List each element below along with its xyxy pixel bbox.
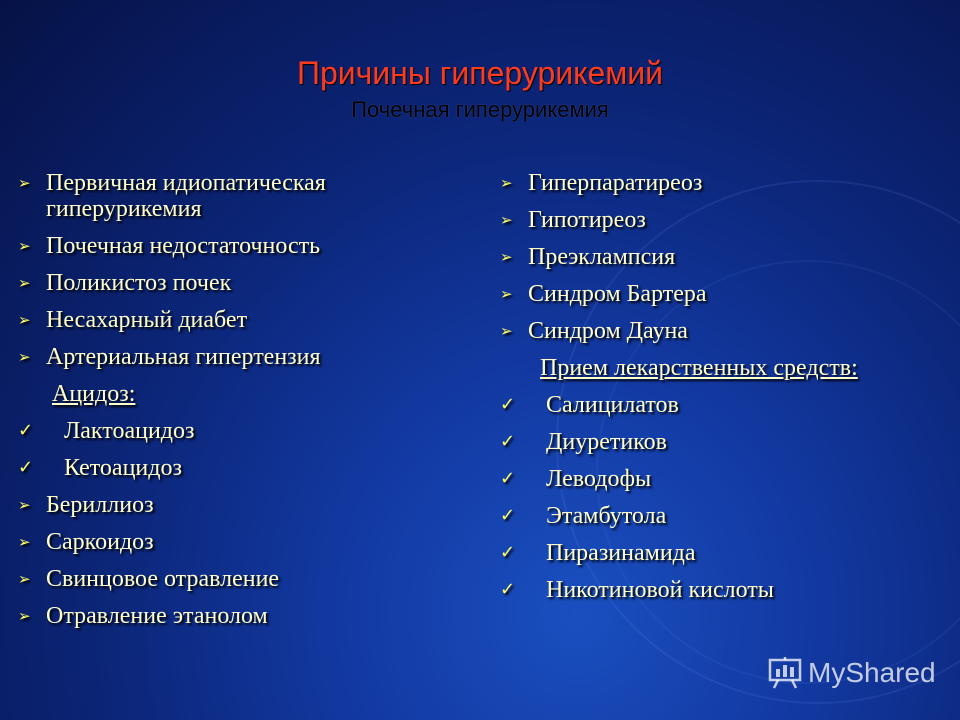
checkmark-icon: ✓ bbox=[500, 542, 516, 563]
list-item bbox=[500, 207, 950, 233]
list-item-text: Свинцовое отравление bbox=[46, 566, 280, 592]
arrow-bullet-icon: ➢ bbox=[18, 174, 31, 192]
list-item bbox=[18, 418, 458, 444]
list-item bbox=[18, 492, 458, 518]
list-item bbox=[500, 244, 950, 270]
list-item bbox=[18, 170, 458, 222]
arrow-bullet-icon: ➢ bbox=[18, 570, 31, 588]
list-item-text: Пиразинамида bbox=[546, 540, 696, 566]
list-item bbox=[18, 455, 458, 481]
list-item-text: Артериальная гипертензия bbox=[46, 344, 321, 370]
list-item-text: Преэклампсия bbox=[528, 244, 676, 270]
list-heading: Прием лекарственных средств: bbox=[540, 355, 858, 381]
arrow-bullet-icon: ➢ bbox=[18, 348, 31, 366]
list-item-text: Этамбутола bbox=[546, 503, 667, 529]
arrow-bullet-icon: ➢ bbox=[500, 211, 513, 229]
list-item-text: Лактоацидоз bbox=[64, 418, 195, 444]
list-item-text: Кетоацидоз bbox=[64, 455, 182, 481]
left-column bbox=[18, 170, 458, 640]
list-item-text: Бериллиоз bbox=[46, 492, 154, 518]
list-item bbox=[18, 270, 458, 296]
arrow-bullet-icon: ➢ bbox=[18, 496, 31, 514]
list-item bbox=[18, 603, 458, 629]
arrow-bullet-icon: ➢ bbox=[18, 237, 31, 255]
checkmark-icon: ✓ bbox=[500, 505, 516, 526]
list-item-text: Синдром Дауна bbox=[528, 318, 688, 344]
logo-text: MyShared bbox=[808, 657, 936, 688]
checkmark-icon: ✓ bbox=[500, 468, 516, 489]
list-item bbox=[18, 307, 458, 333]
list-item-text: Диуретиков bbox=[546, 429, 667, 455]
list-item-text: Леводофы bbox=[546, 466, 652, 492]
arrow-bullet-icon: ➢ bbox=[18, 533, 31, 551]
presentation-board-icon bbox=[768, 657, 802, 689]
arrow-bullet-icon: ➢ bbox=[500, 248, 513, 266]
checkmark-icon: ✓ bbox=[500, 394, 516, 415]
list-item bbox=[500, 170, 950, 196]
arrow-bullet-icon: ➢ bbox=[18, 607, 31, 625]
list-item bbox=[18, 344, 458, 370]
list-item bbox=[500, 318, 950, 344]
list-item-text: Никотиновой кислоты bbox=[546, 577, 774, 603]
list-item-text: Гипотиреоз bbox=[528, 207, 646, 233]
checkmark-icon: ✓ bbox=[500, 431, 516, 452]
list-item-text: Несахарный диабет bbox=[46, 307, 248, 333]
list-item-text: Синдром Бартера bbox=[528, 281, 707, 307]
arrow-bullet-icon: ➢ bbox=[500, 322, 513, 340]
list-item bbox=[500, 429, 950, 455]
list-item-text: Поликистоз почек bbox=[46, 270, 232, 296]
list-item bbox=[500, 577, 950, 603]
list-item bbox=[500, 392, 950, 418]
arrow-bullet-icon: ➢ bbox=[500, 174, 513, 192]
list-item bbox=[500, 281, 950, 307]
right-column bbox=[500, 170, 950, 614]
list-item bbox=[18, 529, 458, 555]
list-heading: Ацидоз: bbox=[52, 381, 136, 407]
list-item bbox=[500, 540, 950, 566]
list-item-text: Салицилатов bbox=[546, 392, 679, 418]
slide-subtitle: Почечная гиперурикемия bbox=[351, 97, 609, 122]
arrow-bullet-icon: ➢ bbox=[500, 285, 513, 303]
list-item-text: Почечная недостаточность bbox=[46, 233, 321, 259]
watermark-logo bbox=[768, 656, 936, 690]
arrow-bullet-icon: ➢ bbox=[18, 274, 31, 292]
list-item bbox=[18, 233, 458, 259]
list-item-text: Первичная идиопатическая гиперурикемия bbox=[46, 170, 326, 222]
list-item bbox=[500, 466, 950, 492]
checkmark-icon: ✓ bbox=[18, 420, 34, 441]
checkmark-icon: ✓ bbox=[500, 579, 516, 600]
list-item-text: Гиперпаратиреоз bbox=[528, 170, 703, 196]
checkmark-icon: ✓ bbox=[18, 457, 34, 478]
slide-title: Причины гиперурикемий bbox=[296, 55, 664, 91]
arrow-bullet-icon: ➢ bbox=[18, 311, 31, 329]
list-item-text: Саркоидоз bbox=[46, 529, 154, 555]
list-item bbox=[500, 503, 950, 529]
list-item bbox=[18, 566, 458, 592]
list-item-text: Отравление этанолом bbox=[46, 603, 268, 629]
